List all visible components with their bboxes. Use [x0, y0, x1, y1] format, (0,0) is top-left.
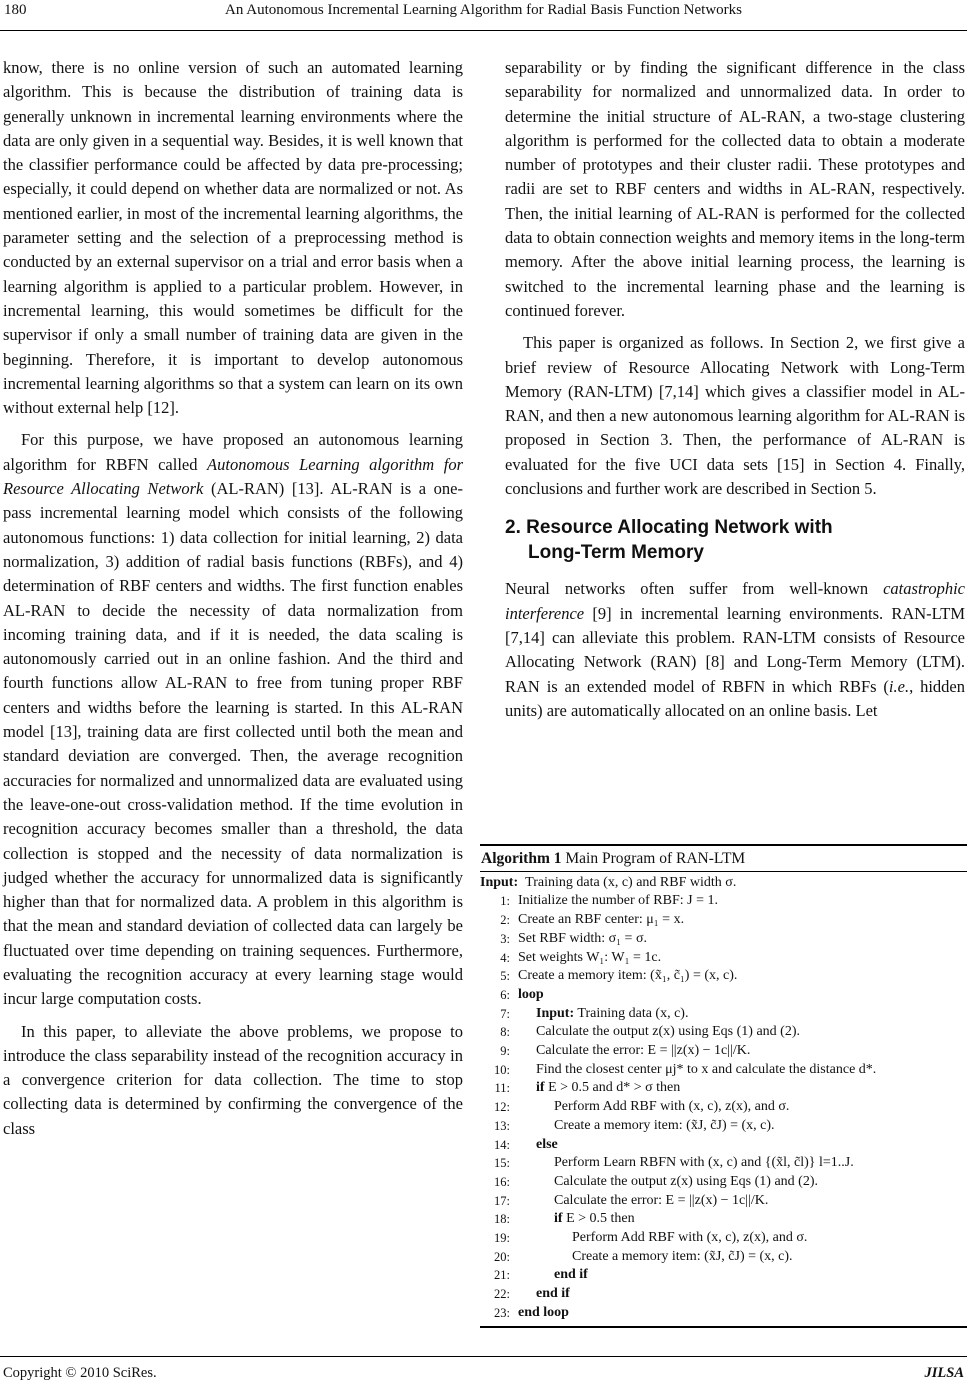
algorithm-line: [480, 1117, 967, 1136]
paragraph: This paper is organized as follows. In Section 2, we first give a brief review of Resource Allocating Network with Long-Term Memory (RAN-LTM) [7,14] which gives a classifier model in AL-RAN, and then a new autonomous learning algorithm for AL-RAN is proposed in Section 3. Then, the performance of AL-RAN is evaluated for the five UCI data sets [15] in Section 4. Finally, conclusions and further work are described in Section 5.: [505, 333, 965, 499]
algorithm-input-line: Input: Training data (x, c) and RBF width σ.: [480, 874, 737, 890]
line-number: 4:: [500, 950, 510, 965]
line-text: [518, 1192, 768, 1211]
running-title: An Autonomous Incremental Learning Algorithm for Radial Basis Function Networks: [224, 2, 742, 18]
line-number: 19:: [494, 1231, 510, 1246]
algorithm-line: [480, 1042, 967, 1061]
line-number: 2:: [500, 913, 510, 928]
line-content: Calculate the output z(x) using Eqs (1) and (2).: [536, 1024, 800, 1040]
line-content: Perform Add RBF with (x, c), z(x), and σ.: [572, 1230, 808, 1246]
line-text: [518, 1229, 807, 1248]
algorithm-line: [480, 1266, 967, 1285]
line-content: E > 0.5 then: [566, 1211, 635, 1227]
line-text: [518, 986, 544, 1005]
paragraph: For this purpose, we have proposed an autonomous learning algorithm for RBFN called Autonomous Learning algorithm for Resource Allocating Network (AL-RAN) [13]. AL-RAN is a one-pass incremental learning model which consists of the following autonomous functions: 1) data collection for initial learning, 2) data normalization, 3) addition of radial basis functions (RBFs), and 4) determination of RBF centers and widths. The first function enables AL-RAN to decide the necessity of data normalization from incoming training data, and if it is needed, the data scaling is autonomously carried out in an online fashion. And the third and fourth functions allow AL-RAN to free from tuning proper RBF centers and widths before the learning is started. In this AL-RAN model [13], training data are first collected until both the mean and standard deviation are converged. Then, the average recognition accuracies for normalized and unnormalized data are evaluated using the leave-one-out cross-validation method. If the time evolution in recognition accuracy becomes smaller than a threshold, the data collection is stopped and the necessity of data normalization is judged whether the accuracy for unnormalized data is significantly higher than that for normalized data. A problem in this algorithm is that the mean and standard deviation of collected data can largely be fluctuated over time depending on training sequences. Furthermore, evaluating the recognition accuracy at every learning stage would incur large computation costs.: [3, 430, 463, 1009]
algorithm-body: [480, 872, 967, 1328]
line-number: 7:: [500, 1006, 510, 1021]
paragraph: In this paper, to alleviate the above problems, we propose to introduce the class separability instead of the recognition accuracy in a convergence criterion for data collection. The time to stop collecting data is determined by confirming the convergence of the class: [3, 1021, 463, 1138]
line-number: 1:: [500, 894, 510, 909]
algorithm-caption: Algorithm 1 Main Program of RAN-LTM: [480, 844, 967, 872]
right-column: [505, 56, 965, 723]
line-text: [518, 1023, 800, 1042]
line-text: [518, 967, 737, 986]
line-number: 12:: [494, 1100, 510, 1115]
line-content: Perform Learn RBFN with (x, c) and {(x̃l, c̃l)} l=1..J.: [554, 1155, 854, 1171]
algorithm-line: [480, 1229, 967, 1248]
keyword: Input:: [536, 1005, 575, 1021]
line-content: Find the closest center μj* to x and calculate the distance d*.: [536, 1061, 877, 1077]
algorithm-line: [480, 1023, 967, 1042]
line-number: 13:: [494, 1118, 510, 1133]
keyword: end loop: [518, 1304, 569, 1320]
line-number: 22:: [494, 1287, 510, 1302]
algorithm-line: [480, 1304, 967, 1323]
copyright-notice: Copyright © 2010 SciRes.: [3, 1365, 157, 1381]
page-header: [0, 0, 967, 31]
algorithm-line: [480, 1154, 967, 1173]
line-text: [518, 1079, 680, 1098]
line-number: 8:: [500, 1025, 510, 1040]
line-text: [518, 1005, 688, 1024]
line-text: [518, 1154, 854, 1173]
algorithm-line: [480, 1192, 967, 1211]
line-text: [518, 1248, 793, 1267]
line-number: 10:: [494, 1062, 510, 1077]
line-number: 11:: [494, 1081, 510, 1096]
paragraph: separability or by finding the significant difference in the class separability for normalized and unnormalized data. In order to determine the initial structure of AL-RAN, a two-stage clustering algorithm is performed for the collected data to obtain a moderate number of prototypes and their cluster radii. These prototypes and radii are set to RBF centers and widths in AL-RAN, respectively. Then, the initial learning of AL-RAN is performed for the collected data to obtain connection weights and memory items in the long-term memory. After the above initial learning process, the learning is switched to the incremental learning phase and the learning is continued forever.: [505, 58, 965, 320]
line-text: [518, 1285, 570, 1304]
emphasis: Autonomous Learning algorithm for Resource Allocating Network: [3, 454, 463, 499]
keyword: end if: [536, 1286, 570, 1302]
paragraph: Neural networks often suffer from well-known catastrophic interference [9] in incremental learning environments. RAN-LTM [7,14] can alleviate this problem. RAN-LTM consists of Resource Allocating Network (RAN) [8] and Long-Term Memory (LTM). RAN is an extended model of RBFN in which RBFs (i.e., hidden units) are automatically allocated on an online basis. Let: [505, 579, 965, 720]
algorithm-line: [480, 1248, 967, 1267]
emphasis: catastrophic interference: [505, 579, 965, 623]
line-number: 16:: [494, 1174, 510, 1189]
algorithm-line: [480, 949, 967, 968]
algorithm-line: [480, 967, 967, 986]
line-content: Set RBF width: σ₁ = σ.: [518, 930, 648, 946]
line-text: [518, 1266, 588, 1285]
line-content: Initialize the number of RBF: J = 1.: [518, 893, 718, 909]
line-text: [518, 930, 647, 949]
line-number: 18:: [494, 1212, 510, 1227]
line-content: E > 0.5 and d* > σ then: [548, 1080, 681, 1096]
line-content: Create a memory item: (x̃J, c̃J) = (x, c).: [572, 1248, 793, 1264]
line-text: [518, 949, 661, 968]
line-content: Training data (x, c).: [577, 1005, 689, 1021]
line-content: Calculate the error: E = ||z(x) − 1c||/K.: [554, 1192, 769, 1208]
keyword: else: [536, 1136, 558, 1152]
line-number: 14:: [494, 1137, 510, 1152]
line-number: 23:: [494, 1305, 510, 1320]
line-content: Create a memory item: (x̃J, c̃J) = (x, c).: [554, 1117, 775, 1133]
page-number: 180: [4, 2, 27, 18]
line-number: 17:: [494, 1193, 510, 1208]
line-text: [518, 1304, 569, 1323]
line-content: Set weights W₁: W₁ = 1c.: [518, 949, 662, 965]
algorithm-line: [480, 986, 967, 1005]
line-text: [518, 1136, 558, 1155]
line-text: [518, 1117, 775, 1136]
algorithm-line: [480, 1079, 967, 1098]
keyword: end if: [554, 1267, 588, 1283]
section-heading: 2. Resource Allocating Network with Long-Term Memory: [505, 517, 833, 564]
line-content: Create an RBF center: μ₁ = x.: [518, 912, 685, 928]
journal-abbrev: JILSA: [924, 1365, 964, 1381]
line-number: 5:: [500, 969, 510, 984]
keyword: if: [554, 1211, 563, 1227]
left-column: [3, 56, 463, 1141]
algorithm-line: [480, 1061, 967, 1080]
algorithm-line: [480, 911, 967, 930]
line-text: [518, 1173, 818, 1192]
line-number: 20:: [494, 1249, 510, 1264]
algorithm-line: [480, 892, 967, 911]
emphasis: i.e.: [888, 676, 910, 696]
algorithm-line: [480, 930, 967, 949]
line-number: 21:: [494, 1268, 510, 1283]
paragraph: know, there is no online version of such an automated learning algorithm. This is because the distribution of training data is generally unknown in incremental learning environments where the data are only given in a sequential way. Besides, it is well known that the classifier performance could be affected by data pre-processing; especially, it could depend on whether data are normalized or not. As mentioned earlier, in most of the incremental learning algorithms, the parameter setting and the selection of a preprocessing method is conducted by an external supervisor on a trial and error basis when a learning algorithm is applied to a particular problem. However, in incremental learning, this would sometimes be difficult for the supervisor if only a small number of training data are given in the beginning. Therefore, it is important to develop autonomous incremental learning algorithms so that a system can learn on its own without external help [12].: [3, 58, 463, 418]
line-number: 6:: [500, 987, 510, 1002]
line-content: Create a memory item: (x̃₁, c̃₁) = (x, c).: [518, 968, 738, 984]
line-text: [518, 892, 718, 911]
algorithm-box: [480, 844, 967, 1328]
line-content: Calculate the output z(x) using Eqs (1) and (2).: [554, 1173, 818, 1189]
algorithm-line: [480, 1005, 967, 1024]
line-text: [518, 1210, 635, 1229]
line-text: [518, 1061, 876, 1080]
line-number: 3:: [500, 931, 510, 946]
line-number: 15:: [494, 1156, 510, 1171]
line-text: [518, 1098, 789, 1117]
algorithm-line: [480, 1098, 967, 1117]
line-content: Calculate the error: E = ||z(x) − 1c||/K.: [536, 1043, 751, 1059]
line-number: 9:: [500, 1044, 510, 1059]
algorithm-line: [480, 1210, 967, 1229]
page-footer: [0, 1356, 967, 1387]
line-text: [518, 911, 684, 930]
algorithm-line: [480, 1285, 967, 1304]
line-text: [518, 1042, 750, 1061]
keyword: loop: [518, 986, 544, 1002]
algorithm-line: [480, 1136, 967, 1155]
line-content: Perform Add RBF with (x, c), z(x), and σ.: [554, 1099, 790, 1115]
algorithm-line: [480, 1173, 967, 1192]
keyword: if: [536, 1080, 545, 1096]
